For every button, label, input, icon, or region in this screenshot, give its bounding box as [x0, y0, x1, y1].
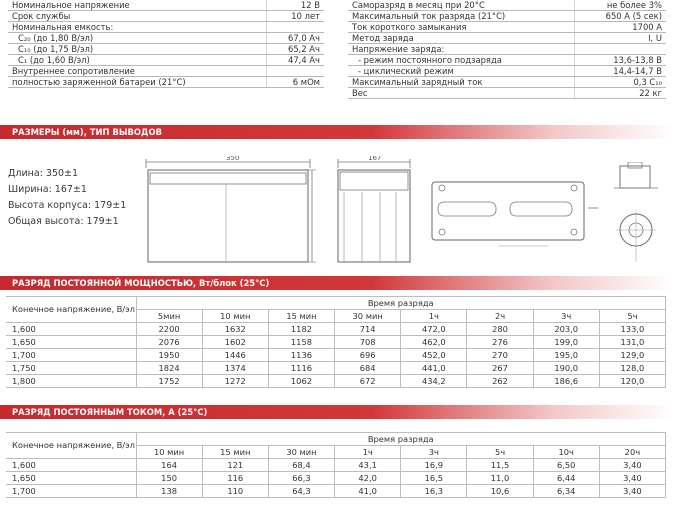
- value-cell: 16,9: [401, 459, 467, 472]
- spec-row: [348, 55, 666, 66]
- voltage-cell: 1,700: [6, 349, 136, 362]
- specs-right-table: [348, 0, 666, 99]
- time-column-header: 10 мин: [136, 446, 202, 459]
- spec-label: Внутреннее сопротивление: [8, 66, 267, 77]
- voltage-column-header: Конечное напряжение, В/эл: [6, 297, 136, 323]
- spec-value: 6 мОм: [267, 77, 325, 88]
- time-column-header: 1ч: [401, 310, 467, 323]
- value-cell: 1158: [268, 336, 334, 349]
- time-column-header: 10ч: [533, 446, 599, 459]
- value-cell: 714: [335, 323, 401, 336]
- voltage-cell: 1,600: [6, 323, 136, 336]
- spec-label: Напряжение заряда:: [348, 44, 575, 55]
- spec-label: Номинальная емкость:: [8, 22, 267, 33]
- spec-value: [575, 44, 666, 55]
- time-column-header: 1ч: [335, 446, 401, 459]
- dim-length: Длина: 350±1: [8, 168, 79, 179]
- power-discharge-table: [6, 296, 666, 388]
- specs-left-table: [8, 0, 324, 88]
- value-cell: 150: [136, 472, 202, 485]
- value-cell: 672: [335, 375, 401, 388]
- spec-value: 65,2 Ач: [267, 44, 325, 55]
- section-current-banner: РАЗРЯД ПОСТОЯННЫМ ТОКОМ, А (25°С): [0, 405, 674, 419]
- spec-label: - циклический режим: [348, 66, 575, 77]
- spec-label: полностью заряженной батареи (21°С): [8, 77, 267, 88]
- value-cell: 43,1: [335, 459, 401, 472]
- spec-label: Метод заряда: [348, 33, 575, 44]
- value-cell: 276: [467, 336, 533, 349]
- time-column-header: 20ч: [599, 446, 665, 459]
- value-cell: 128,0: [599, 362, 665, 375]
- value-cell: 462,0: [401, 336, 467, 349]
- dim-height-total: Общая высота: 179±1: [8, 216, 119, 227]
- spec-row: [8, 66, 324, 77]
- spec-row: [348, 11, 666, 22]
- spec-row: [348, 88, 666, 99]
- value-cell: 262: [467, 375, 533, 388]
- battery-front-view-drawing: [140, 156, 320, 268]
- section-dimensions-banner: РАЗМЕРЫ (мм), ТИП ВЫВОДОВ: [0, 125, 674, 139]
- table-row: [6, 472, 666, 485]
- value-cell: 1062: [268, 375, 334, 388]
- value-cell: 66,3: [268, 472, 334, 485]
- value-cell: 696: [335, 349, 401, 362]
- value-cell: 129,0: [599, 349, 665, 362]
- value-cell: 267: [467, 362, 533, 375]
- table-row: [6, 459, 666, 472]
- spec-label: Максимальный зарядный ток: [348, 77, 575, 88]
- value-cell: 1116: [268, 362, 334, 375]
- time-column-header: 5мин: [136, 310, 202, 323]
- spec-row: [8, 55, 324, 66]
- value-cell: 3,40: [599, 459, 665, 472]
- value-cell: 434,2: [401, 375, 467, 388]
- table-row: [6, 362, 666, 375]
- voltage-cell: 1,650: [6, 336, 136, 349]
- value-cell: 6,50: [533, 459, 599, 472]
- value-cell: 121: [202, 459, 268, 472]
- table-row: [6, 349, 666, 362]
- value-cell: 133,0: [599, 323, 665, 336]
- time-column-header: 15 мин: [202, 446, 268, 459]
- spec-row: [8, 77, 324, 88]
- value-cell: 203,0: [533, 323, 599, 336]
- value-cell: 1136: [268, 349, 334, 362]
- value-cell: 1824: [136, 362, 202, 375]
- spec-row: [348, 22, 666, 33]
- voltage-cell: 1,650: [6, 472, 136, 485]
- spec-label: Ток короткого замыкания: [348, 22, 575, 33]
- value-cell: 190,0: [533, 362, 599, 375]
- spec-row: [348, 44, 666, 55]
- dim-height-case: Высота корпуса: 179±1: [8, 200, 127, 211]
- spec-row: [8, 22, 324, 33]
- time-column-header: 3ч: [401, 446, 467, 459]
- value-cell: 16,3: [401, 485, 467, 498]
- value-cell: 2200: [136, 323, 202, 336]
- side-width-label: 167: [368, 156, 382, 162]
- value-cell: 120,0: [599, 375, 665, 388]
- value-cell: 2076: [136, 336, 202, 349]
- value-cell: 6,34: [533, 485, 599, 498]
- spec-label: Вес: [348, 88, 575, 99]
- spec-value: 10 лет: [267, 11, 325, 22]
- spec-value: [267, 66, 325, 77]
- front-width-label: 350: [226, 156, 240, 162]
- dim-width: Ширина: 167±1: [8, 184, 87, 195]
- value-cell: 1950: [136, 349, 202, 362]
- value-cell: 472,0: [401, 323, 467, 336]
- spec-row: [348, 0, 666, 11]
- time-column-header: 2ч: [467, 310, 533, 323]
- spec-label: C₁ (до 1,60 В/эл): [8, 55, 267, 66]
- value-cell: 1446: [202, 349, 268, 362]
- value-cell: 186,6: [533, 375, 599, 388]
- value-cell: 280: [467, 323, 533, 336]
- value-cell: 110: [202, 485, 268, 498]
- value-cell: 708: [335, 336, 401, 349]
- value-cell: 441,0: [401, 362, 467, 375]
- spec-row: [8, 44, 324, 55]
- voltage-column-header: Конечное напряжение, В/эл: [6, 433, 136, 459]
- voltage-cell: 1,700: [6, 485, 136, 498]
- table-row: [6, 323, 666, 336]
- voltage-cell: 1,600: [6, 459, 136, 472]
- value-cell: 42,0: [335, 472, 401, 485]
- value-cell: 1182: [268, 323, 334, 336]
- value-cell: 41,0: [335, 485, 401, 498]
- time-column-header: 10 мин: [202, 310, 268, 323]
- value-cell: 3,40: [599, 485, 665, 498]
- dimensions-list: [8, 166, 126, 230]
- value-cell: 138: [136, 485, 202, 498]
- value-cell: 11,0: [467, 472, 533, 485]
- value-cell: 164: [136, 459, 202, 472]
- value-cell: 16,5: [401, 472, 467, 485]
- value-cell: 6,44: [533, 472, 599, 485]
- spec-label: Максимальный ток разряда (21°С): [348, 11, 575, 22]
- spec-value: не более 3%: [575, 0, 666, 11]
- spec-value: 14,4-14,7 В: [575, 66, 666, 77]
- time-column-header: 3ч: [533, 310, 599, 323]
- value-cell: 131,0: [599, 336, 665, 349]
- spec-label: C₁₀ (до 1,75 В/эл): [8, 44, 267, 55]
- spec-value: 13,6-13,8 В: [575, 55, 666, 66]
- time-column-header: 15 мин: [268, 310, 334, 323]
- time-column-header: 5ч: [467, 446, 533, 459]
- voltage-cell: 1,800: [6, 375, 136, 388]
- spec-value: 650 А (5 сек): [575, 11, 666, 22]
- spec-value: 22 кг: [575, 88, 666, 99]
- value-cell: 684: [335, 362, 401, 375]
- spec-row: [348, 66, 666, 77]
- table-row: [6, 336, 666, 349]
- spec-label: Номинальное напряжение: [8, 0, 267, 11]
- spec-value: 1700 А: [575, 22, 666, 33]
- value-cell: 195,0: [533, 349, 599, 362]
- spec-row: [8, 0, 324, 11]
- value-cell: 64,3: [268, 485, 334, 498]
- table-row: [6, 485, 666, 498]
- value-cell: 116: [202, 472, 268, 485]
- spec-value: 47,4 Ач: [267, 55, 325, 66]
- value-cell: 10,6: [467, 485, 533, 498]
- time-column-header: 5ч: [599, 310, 665, 323]
- value-cell: 1602: [202, 336, 268, 349]
- spec-label: Саморазряд в месяц при 20°С: [348, 0, 575, 11]
- spec-label: C₂₀ (до 1,80 В/эл): [8, 33, 267, 44]
- spec-value: I, U: [575, 33, 666, 44]
- value-cell: 68,4: [268, 459, 334, 472]
- value-cell: 1632: [202, 323, 268, 336]
- value-cell: 3,40: [599, 472, 665, 485]
- discharge-time-header: Время разряда: [136, 433, 666, 446]
- discharge-time-header: Время разряда: [136, 297, 666, 310]
- battery-top-view-drawing: [428, 172, 600, 252]
- value-cell: 199,0: [533, 336, 599, 349]
- table-row: [6, 375, 666, 388]
- value-cell: 11,5: [467, 459, 533, 472]
- spec-value: 0,3 C₁₀: [575, 77, 666, 88]
- value-cell: 452,0: [401, 349, 467, 362]
- spec-label: Срок службы: [8, 11, 267, 22]
- battery-side-view-drawing: [330, 156, 420, 268]
- value-cell: 270: [467, 349, 533, 362]
- current-discharge-table: [6, 432, 666, 498]
- spec-row: [8, 11, 324, 22]
- spec-value: 67,0 Ач: [267, 33, 325, 44]
- value-cell: 1752: [136, 375, 202, 388]
- value-cell: 1272: [202, 375, 268, 388]
- spec-value: [267, 22, 325, 33]
- voltage-cell: 1,750: [6, 362, 136, 375]
- spec-row: [348, 33, 666, 44]
- terminal-drawing: [606, 162, 668, 268]
- time-column-header: 30 мин: [335, 310, 401, 323]
- value-cell: 1374: [202, 362, 268, 375]
- section-power-banner: РАЗРЯД ПОСТОЯННОЙ МОЩНОСТЬЮ, Вт/блок (25°С): [0, 276, 674, 290]
- spec-label: - режим постоянного подзаряда: [348, 55, 575, 66]
- spec-value: 12 В: [267, 0, 325, 11]
- spec-row: [348, 77, 666, 88]
- spec-row: [8, 33, 324, 44]
- time-column-header: 30 мин: [268, 446, 334, 459]
